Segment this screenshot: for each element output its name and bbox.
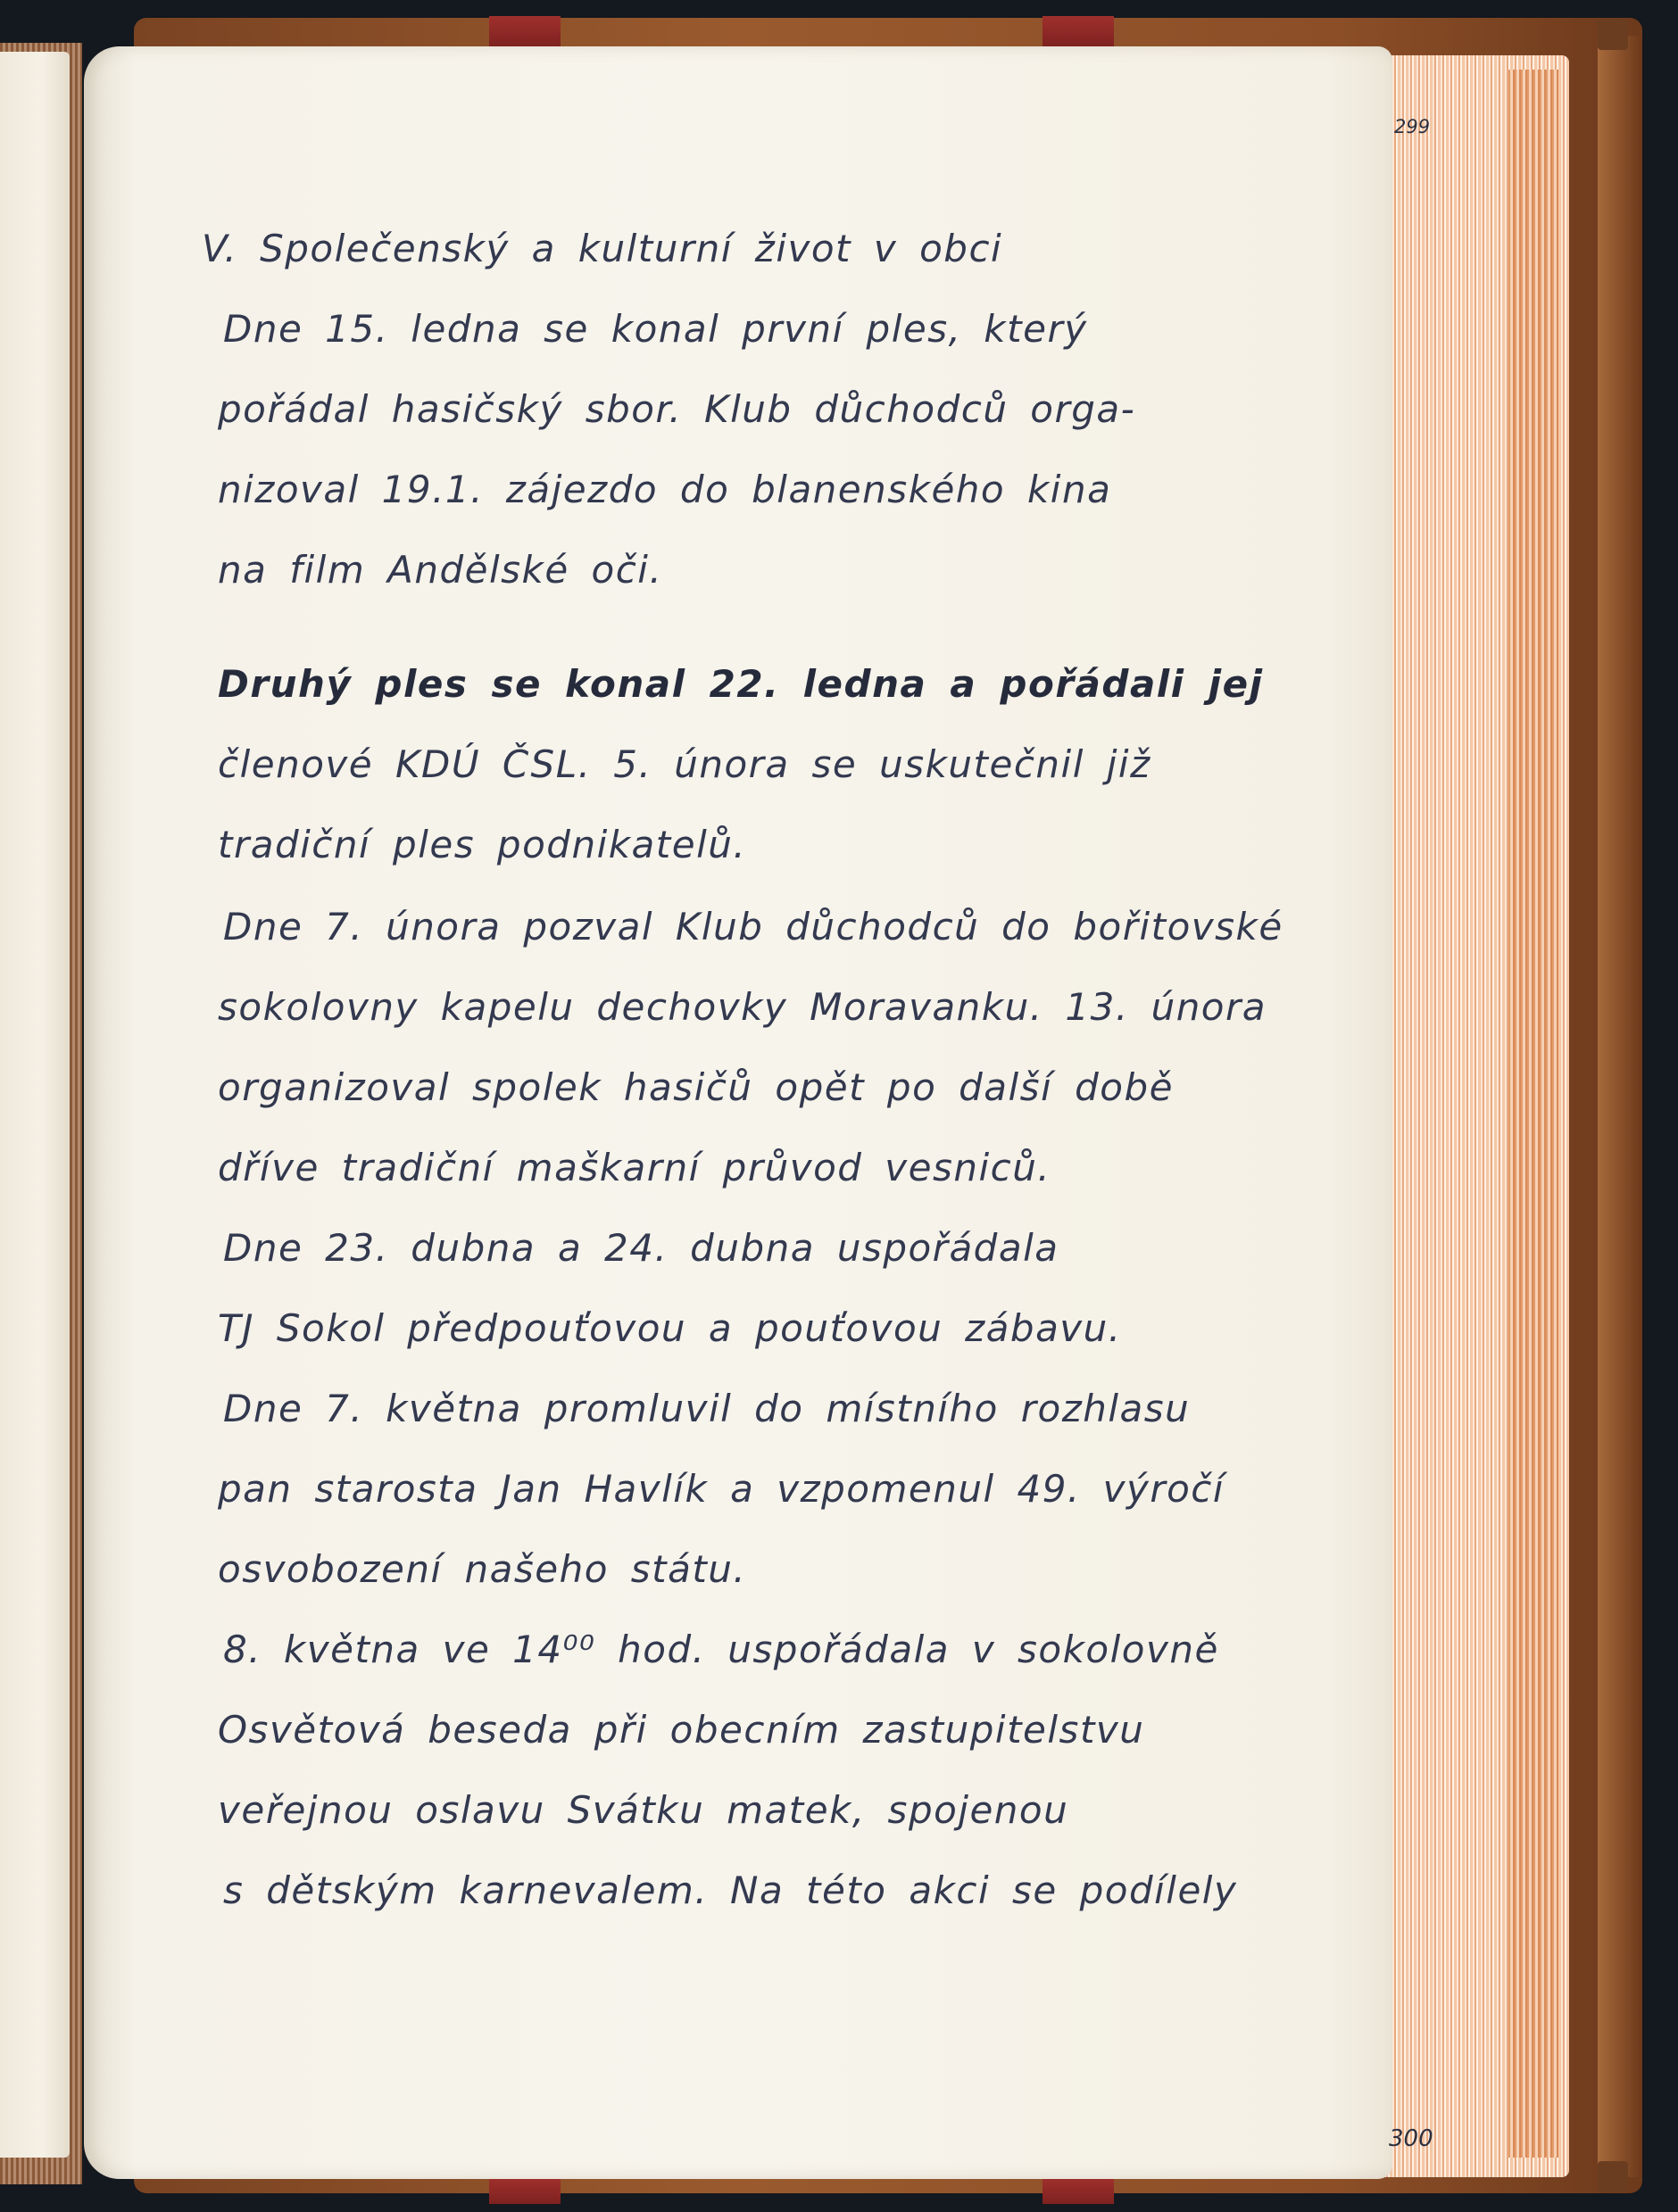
text-line: 8. května ve 14⁰⁰ hod. uspořádala v sokolovně bbox=[223, 1628, 1219, 1671]
spine-strip-top bbox=[489, 16, 561, 46]
cover-edge bbox=[1598, 36, 1642, 2177]
text-line: dříve tradiční maškarní průvod vesniců. bbox=[218, 1146, 1051, 1189]
cover-corner-top-right bbox=[1598, 20, 1628, 50]
text-line: členové KDÚ ČSL. 5. února se uskutečnil již bbox=[218, 742, 1151, 786]
text-line: Osvětová beseda při obecním zastupitelstvu bbox=[218, 1708, 1145, 1752]
manuscript-page bbox=[84, 46, 1433, 2179]
text-line: veřejnou oslavu Svátku matek, spojenou bbox=[218, 1788, 1069, 1832]
page-number-top: 299 bbox=[1394, 116, 1431, 137]
cover-corner-bottom-right bbox=[1598, 2161, 1628, 2191]
text-line: Dne 7. února pozval Klub důchodců do bořitovské bbox=[223, 905, 1283, 949]
page-number-bottom: 300 bbox=[1389, 2125, 1433, 2152]
spine-strip-bottom-right bbox=[1043, 2177, 1114, 2204]
spine-strip-bottom bbox=[489, 2177, 561, 2204]
text-line: pořádal hasičský sbor. Klub důchodců orga- bbox=[218, 387, 1136, 431]
heading-line: V. Společenský a kulturní život v obci bbox=[202, 227, 1003, 270]
text-line: s dětským karnevalem. Na této akci se podílely bbox=[223, 1868, 1238, 1912]
text-line: Dne 23. dubna a 24. dubna uspořádala bbox=[223, 1226, 1059, 1270]
text-line: Dne 7. května promluvil do místního rozhlasu bbox=[223, 1387, 1191, 1430]
text-line: Druhý ples se konal 22. ledna a pořádali jej bbox=[218, 662, 1264, 706]
text-line: organizoval spolek hasičů opět po další době bbox=[218, 1065, 1174, 1109]
text-line: na film Andělské oči. bbox=[218, 548, 663, 592]
text-line: Dne 15. ledna se konal první ples, který bbox=[223, 307, 1088, 351]
page-edges-inner bbox=[1508, 70, 1558, 2158]
text-line: pan starosta Jan Havlík a vzpomenul 49. výročí bbox=[218, 1467, 1225, 1511]
text-line: tradiční ples podnikatelů. bbox=[218, 823, 747, 866]
spine-strip-top-right bbox=[1043, 16, 1114, 46]
left-facing-page bbox=[0, 52, 70, 2158]
text-line: osvobození našeho státu. bbox=[218, 1547, 747, 1591]
text-line: sokolovny kapelu dechovky Moravanku. 13. února bbox=[218, 985, 1267, 1029]
text-line: TJ Sokol předpouťovou a pouťovou zábavu. bbox=[218, 1306, 1122, 1350]
text-line: nizoval 19.1. zájezdo do blanenského kina bbox=[218, 468, 1112, 511]
